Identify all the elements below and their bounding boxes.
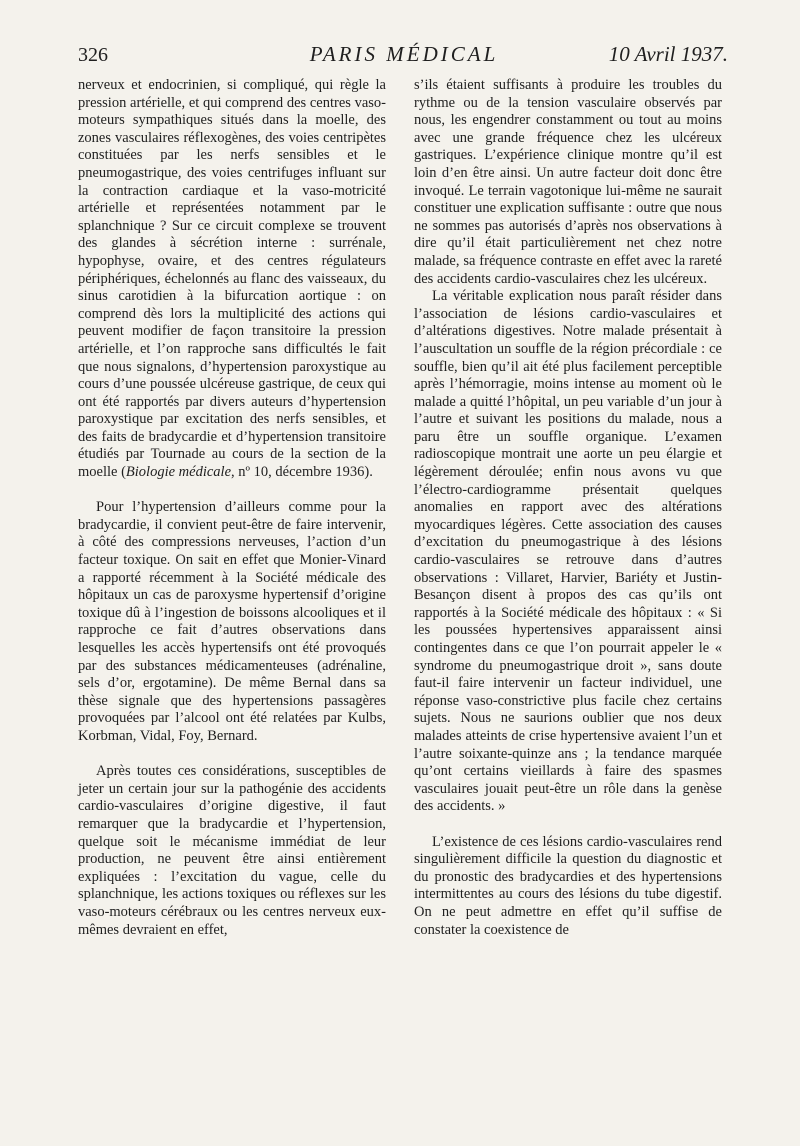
paragraph: Pour l’hypertension d’ailleurs comme pour la bradycardie, il convient peut-être de faire intervenir, à côté des compressions nerveuses, l’action d’un facteur toxique. On sait en effet que Monier-Vinard a rapporté récemment à la Société médicale des hôpitaux un cas de paroxysme hypertensif d’origine toxique dû à l’ingestion de boissons alcooliques et il rapproche ce fait d’autres observations dans lesquelles les accès hypertensifs ont été provoqués par des substances médicamenteuses (adrénaline, sels d’or, ergotamine). De même Bernal dans sa thèse signale que des hypertensions passagères provoquées par l’alcool ont été relatées par Kulbs, Korbman, Vidal, Foy, Bernard. (78, 499, 386, 744)
issue-date: 10 Avril 1937. (608, 42, 728, 66)
paragraph: Après toutes ces considérations, susceptibles de jeter un certain jour sur la pathogénie des accidents cardio-vasculaires d’origine digestive, il faut remarquer que la bradycardie et l’hypertension, quelque soit le mécanisme immédiat de leur production, ne peuvent être ainsi entièrement expliquées : l’excitation du vague, celle du splanchnique, les actions toxiques ou réflexes sur les vaso-moteurs cérébraux ou les centres nerveux eux-mêmes devraient en effet, (78, 763, 386, 938)
paragraph: L’existence de ces lésions cardio-vasculaires rend singulièrement difficile la question du diagnostic et du pronostic des bradycardies et des hypertensions intermittentes au cours des lésions du tube digestif. On ne peut admettre en effet qu’il suffise de constater la coexistence de (414, 833, 722, 938)
citation: Biologie médicale (125, 464, 232, 481)
paragraph: nerveux et endocrinien, si compliqué, qui règle la pression artérielle, et qui comprend des centres vaso-moteurs sympathiques situés dans la moelle, des zones vasculaires réflexogènes, des voies centripètes constituées par les nerfs sensibles et le pneumogastrique, des voies centrifuges influant sur la contraction cardiaque et la vaso-motricité artérielle et représentées notamment par le splanchnique ? Sur ce circuit complexe se trouvent des glandes à sécrétion interne : surrénale, hypophyse, ovaire, et des centres régulateurs périphériques, échelonnés au flanc des vaisseaux, du sinus carotidien à la bifurcation aortique : on comprend dès lors la multiplicité des actions qui peuvent modifier de façon transitoire la pression artérielle, et l’on rapproche sans difficultés le fait que nous signalons, d’hypertension paroxystique au cours d’une poussée ulcéreuse gastrique, de ceux qui ont été rapportés par divers auteurs d’hypertension paroxystique par excitation des nerfs sensibles, et des faits de bradycardie et d’hypertension transitoire étudiés par Tournade au cours de la section de la moelle (Biologie médicale, nº 10, décembre 1936). (78, 77, 386, 481)
running-header (78, 36, 730, 72)
left-column (78, 77, 386, 939)
paragraph: s’ils étaient suffisants à produire les troubles du rythme ou de la tension vasculaire observés par nous, les engendrer constamment ou tout au moins avec une grande fréquence chez les ulcéreux gastriques. L’expérience clinique montre qu’il est loin d’en être ainsi. Un autre facteur doit donc être invoqué. Le terrain vagotonique lui-même ne saurait constituer une explication suffisante : outre que nous ne sommes pas autorisés d’après nos observations à dire qu’il était particulièrement net chez notre malade, sa fréquence contraste en effet avec la rareté des accidents cardio-vasculaires chez les ulcéreux. (414, 77, 722, 287)
page-number: 326 (78, 44, 108, 66)
journal-title: PARIS MÉDICAL (309, 42, 499, 66)
right-column (414, 77, 722, 939)
paragraph: La véritable explication nous paraît résider dans l’association de lésions cardio-vasculaires et d’altérations digestives. Notre malade présentait à l’auscultation un souffle de la région précordiale : ce souffle, bien qu’il ait été plus facilement perceptible après l’hémorragie, moins intense au moment où le malade a quitté l’hôpital, un peu variable d’un jour à l’autre et suivant les positions du malade, nous a paru être un souffle organique. L’examen radioscopique montrait une aorte un peu élargie et légèrement déroulée; enfin nous avons vu que l’électro-cardiogramme présentait quelques anomalies en rapport avec des altérations myocardiques légères. Cette association des causes d’excitation du pneumogastrique à des lésions cardio-vasculaires se retrouve dans d’autres observations : Villaret, Harvier, Bariéty et Justin-Besançon disent à propos des cas qu’ils ont rapportés à la Société médicale des hôpitaux : « Si les poussées hypertensives apparaissent ainsi contingentes dans ce que l’on pourrait appeler le « syndrome du pneumogastrique droit », sans doute faut-il faire intervenir un facteur individuel, une réponse vaso-constrictive plus facile chez certains sujets. Nous ne saurions oublier que nos deux malades atteints de crise hypertensive avaient l’un et l’autre soixante-quinze ans ; la tendance marquée qu’ont certains vieillards à faire des spasmes vasculaires jouait peut-être un rôle dans la genèse des accidents. » (414, 288, 722, 815)
